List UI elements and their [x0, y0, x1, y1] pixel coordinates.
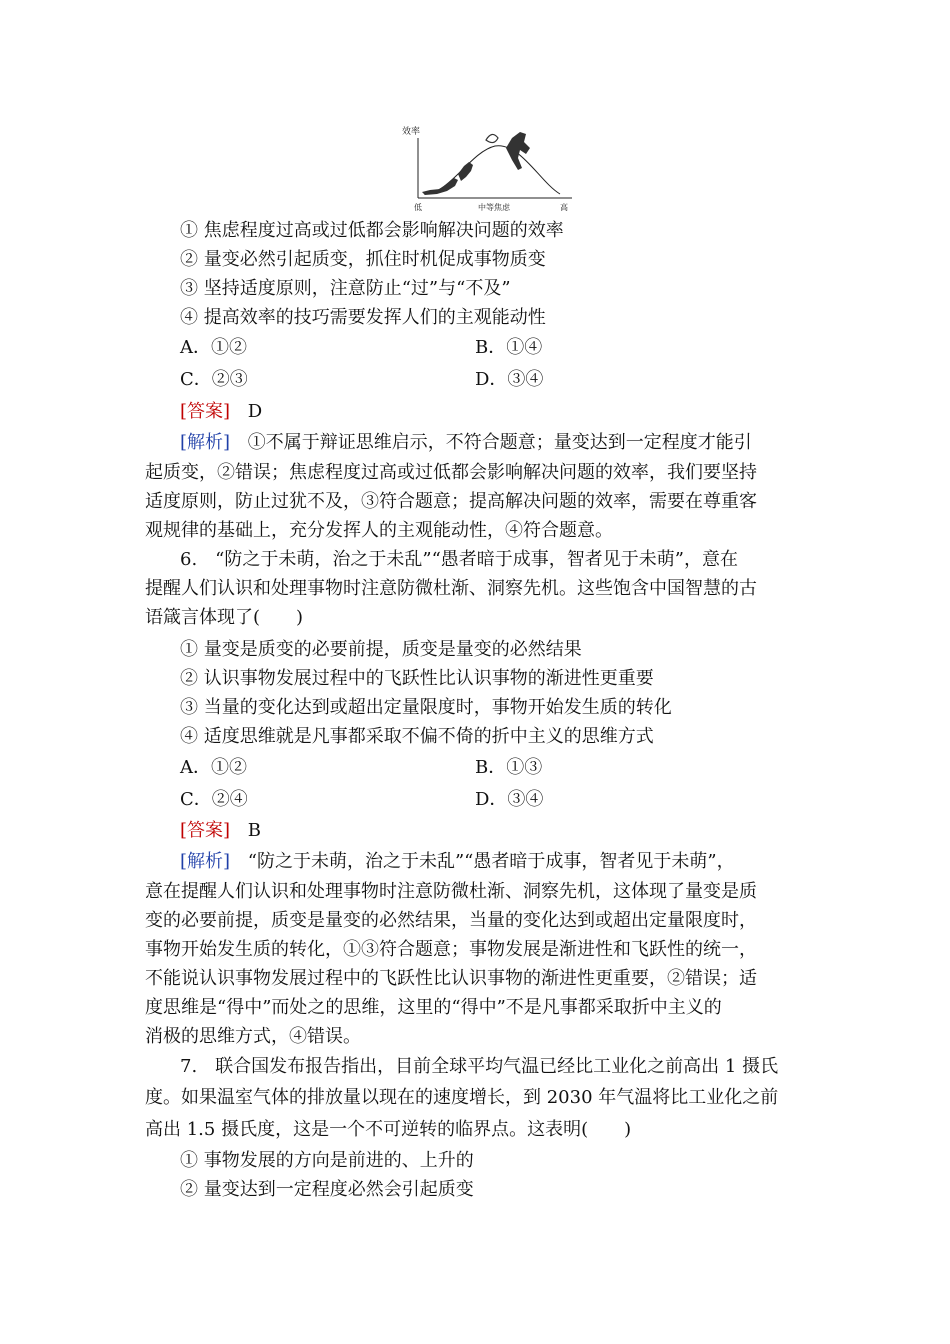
answer-value: D: [247, 401, 263, 422]
q6-item-4: ④ 适度思维就是凡事都采取不偏不倚的折中主义的思维方式: [180, 726, 654, 747]
figure-x-mid: 中等焦虑: [478, 203, 510, 212]
q6-analysis-line-3: 变的必要前提，质变是量变的必然结果，当量的变化达到或超出定量限度时，: [145, 910, 757, 931]
q6-analysis-line-1: [180, 847, 805, 876]
q7-stem-line-3: 高出 1.5 摄氏度，这是一个不可逆转的临界点。这表明( ): [145, 1119, 632, 1140]
figure-x-low: 低: [414, 203, 422, 212]
jumping-person-icon: [506, 132, 530, 170]
q6-analysis-line-5: 不能说认识事物发展过程中的飞跃性比认识事物的渐进性更重要，②错误；适: [145, 968, 757, 989]
running-person-icon: [458, 162, 473, 181]
q6-stem-line-1: 6. “防之于未萌，治之于未乱”“愚者暗于成事，智者见于未萌”，意在: [180, 549, 738, 570]
q6-stem-line-2: 提醒人们认识和处理事物时注意防微杜渐、洞察先机。这些饱含中国智慧的古: [145, 578, 757, 599]
q6-option-a: A．①②: [180, 757, 247, 778]
analysis-tag: [解析]: [180, 432, 231, 453]
q5-analysis-line-1: [180, 428, 805, 457]
q6-option-b: B．①③: [475, 757, 543, 778]
q6-option-d: D．③④: [475, 789, 544, 810]
q7-stem-line-2: 度。如果温室气体的排放量以现在的速度增长，到 2030 年气温将比工业化之前: [145, 1087, 779, 1108]
q6-analysis-line-2: 意在提醒人们认识和处理事物时注意防微杜渐、洞察先机，这体现了量变是质: [145, 881, 757, 902]
figure-y-label: 效率: [402, 126, 421, 136]
q6-item-3: ③ 当量的变化达到或超出定量限度时，事物开始发生质的转化: [180, 697, 672, 718]
q5-option-d: D．③④: [475, 369, 544, 390]
q5-analysis-line-3: 适度原则，防止过犹不及，③符合题意；提高解决问题的效率，需要在尊重客: [145, 491, 757, 512]
q7-item-1: ① 事物发展的方向是前进的、上升的: [180, 1150, 474, 1171]
q5-analysis-line-4: 观规律的基础上，充分发挥人的主观能动性，④符合题意。: [145, 520, 613, 541]
q5-item-2: ② 量变必然引起质变，抓住时机促成事物质变: [180, 249, 546, 270]
answer-value: B: [247, 820, 262, 841]
analysis-text: “防之于未萌，治之于未乱”“愚者暗于成事，智者见于未萌”，: [247, 851, 735, 872]
q5-item-3: ③ 坚持适度原则，注意防止“过”与“不及”: [180, 278, 511, 299]
falling-object-icon: [486, 134, 498, 142]
q6-analysis-line-4: 事物开始发生质的转化，①③符合题意；事物发展是渐进性和飞跃性的统一，: [145, 939, 757, 960]
q5-option-b: B．①④: [475, 337, 543, 358]
analysis-tag: [解析]: [180, 851, 231, 872]
q6-answer: [180, 816, 261, 845]
q5-answer: [180, 397, 262, 426]
q6-option-c: C．②④: [180, 789, 248, 810]
q5-option-c: C．②③: [180, 369, 248, 390]
crawling-person-icon: [422, 178, 458, 195]
q7-stem-line-1: 7. 联合国发布报告指出，目前全球平均气温已经比工业化之前高出 1 摄氏: [180, 1056, 779, 1077]
analysis-text: ①不属于辩证思维启示，不符合题意；量变达到一定程度才能引: [247, 432, 752, 453]
q7-item-2: ② 量变达到一定程度必然会引起质变: [180, 1179, 474, 1200]
figure-x-high: 高: [560, 203, 568, 212]
q6-stem-line-3: 语箴言体现了( ): [145, 607, 304, 628]
answer-tag: [答案]: [180, 401, 231, 422]
q6-analysis-line-6: 度思维是“得中”而处之的思维，这里的“得中”不是凡事都采取折中主义的: [145, 997, 722, 1018]
q5-item-4: ④ 提高效率的技巧需要发挥人们的主观能动性: [180, 307, 546, 328]
q6-item-2: ② 认识事物发展过程中的飞跃性比认识事物的渐进性更重要: [180, 668, 654, 689]
answer-tag: [答案]: [180, 820, 231, 841]
q6-item-1: ① 量变是质变的必要前提，质变是量变的必然结果: [180, 639, 582, 660]
q5-item-1: ① 焦虑程度过高或过低都会影响解决问题的效率: [180, 220, 564, 241]
q5-analysis-line-2: 起质变，②错误；焦虑程度过高或过低都会影响解决问题的效率，我们要坚持: [145, 462, 757, 483]
q6-analysis-line-7: 消极的思维方式，④错误。: [145, 1026, 361, 1047]
anxiety-efficiency-figure: [400, 122, 575, 214]
q5-option-a: A．①②: [180, 337, 247, 358]
